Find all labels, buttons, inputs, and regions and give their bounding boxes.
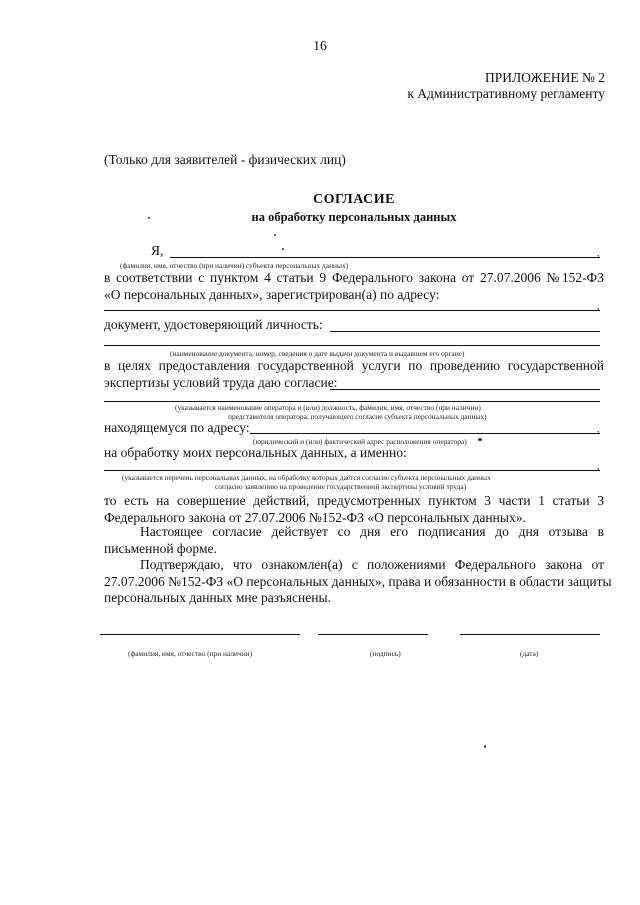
id-document-label: документ, удостоверяющий личность: <box>104 317 323 332</box>
signature-name-field[interactable] <box>100 634 300 635</box>
signature-field[interactable] <box>318 634 428 635</box>
comma-mark: , <box>597 248 600 259</box>
confirm-line-2: 27.07.2006 №152-ФЗ «О персональных данных», права и обязанности в области защиты <box>104 574 612 589</box>
signature-date-field[interactable] <box>460 634 600 635</box>
scan-speck <box>282 248 284 250</box>
full-name-caption: (фамилия, имя, отчество (при наличии) субъекта персональных данных) <box>120 261 349 270</box>
appendix-subtitle: к Административному регламенту <box>407 86 605 101</box>
data-caption-1: (указывается перечень персональных данных, на обработку которых даётся согласие субъекта персональных данных <box>122 473 491 482</box>
validity-line-2: письменной форме. <box>104 541 217 556</box>
ya-label: Я, <box>151 243 164 258</box>
confirm-line-3: персональных данных мне разъяснены. <box>104 590 331 605</box>
operator-field[interactable] <box>330 389 600 390</box>
confirm-line: Подтверждаю, что ознакомлен(а) с положениями Федерального закона от <box>140 557 604 572</box>
applicant-note: (Только для заявителей - физических лиц) <box>104 152 346 167</box>
operator-caption-1: (указывается наименование оператора и (или) должность, фамилия, имя, отчество (при наличии) <box>175 403 481 412</box>
scan-speck <box>484 745 486 748</box>
operator-address-label: находящемуся по адресу: <box>104 420 250 435</box>
page-number: 16 <box>313 38 327 53</box>
law-reference-line: в соответствии с пунктом 4 статьи 9 Федерального закона от 27.07.2006 №152-ФЗ <box>104 270 604 285</box>
comma-mark: , <box>597 424 600 435</box>
operator-field-2[interactable] <box>104 401 600 402</box>
address-field[interactable] <box>104 310 600 311</box>
processing-label: на обработку моих персональных данных, а именно: <box>104 445 407 460</box>
id-document-field[interactable] <box>330 331 600 332</box>
scan-speck <box>148 217 150 219</box>
full-name-field[interactable] <box>170 257 600 258</box>
signature-caption: (подпись) <box>370 649 401 658</box>
scan-speck <box>274 234 276 236</box>
signature-name-caption: (фамилия, имя, отчество (при наличии) <box>128 649 253 658</box>
registered-address-label: «О персональных данных», зарегистрирован(а) по адресу: <box>104 287 440 302</box>
consent-label: экспертизы условий труда даю согласие: <box>104 375 338 390</box>
operator-address-field[interactable] <box>250 433 600 434</box>
id-document-caption: (наименование документа, номер, сведения о дате выдачи документа и выдавшем его органе) <box>170 349 465 358</box>
comma-mark: , <box>597 301 600 312</box>
validity-line: Настоящее согласие действует со дня его подписания до дня отзыва в <box>140 524 604 539</box>
actions-line: то есть на совершение действий, предусмотренных пунктом 3 части 1 статьи 3 <box>104 493 604 508</box>
doc-subtitle: на обработку персональных данных <box>251 210 457 224</box>
purpose-line: в целях предоставления государственной услуги по проведению государственной <box>104 358 604 373</box>
date-caption: (дата) <box>520 649 539 658</box>
data-caption-2: согласно заявлению на проведение государственной экспертизы условий труда) <box>215 482 467 491</box>
comma-mark: , <box>597 461 600 472</box>
operator-address-caption: (юридический и (или) фактический адрес расположения оператора) <box>253 437 467 446</box>
scan-speck <box>478 438 482 441</box>
doc-title: СОГЛАСИЕ <box>313 192 395 207</box>
actions-line-2: Федерального закона от 27.07.2006 №152-ФЗ «О персональных данных». <box>104 510 526 525</box>
id-document-field-2[interactable] <box>104 345 600 346</box>
operator-caption-2: представителя оператора, получающего согласие субъекта персональных данных) <box>228 412 487 421</box>
appendix-title: ПРИЛОЖЕНИЕ № 2 <box>484 70 605 85</box>
personal-data-field[interactable] <box>104 470 600 471</box>
